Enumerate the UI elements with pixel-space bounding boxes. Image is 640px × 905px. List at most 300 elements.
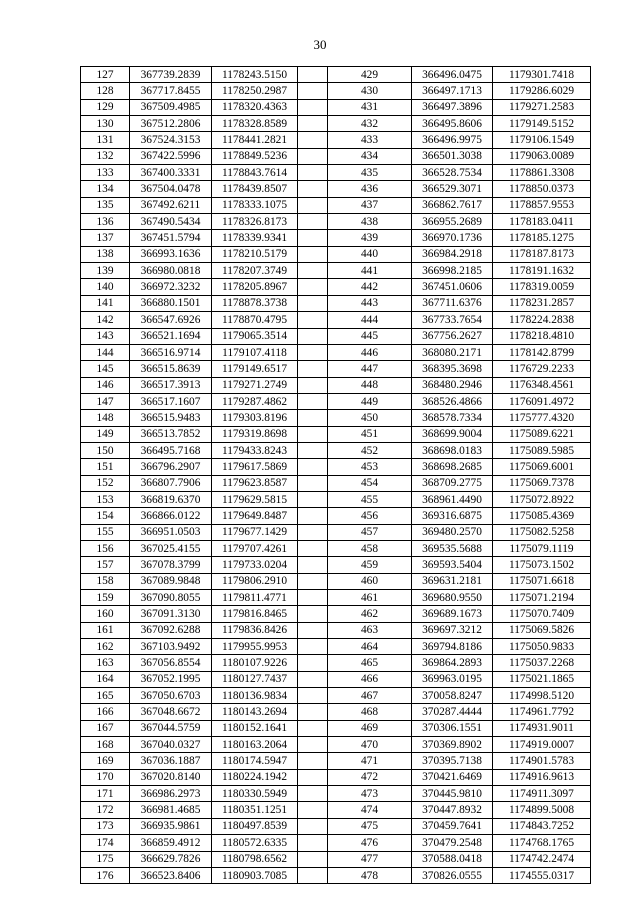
right-x-coordinate: 368526.4866 (412, 393, 493, 409)
right-y-coordinate: 1179149.5152 (493, 116, 591, 132)
table-row (81, 442, 591, 458)
table-row (81, 851, 591, 867)
table-row (81, 99, 591, 115)
right-point-number: 461 (328, 590, 412, 606)
spacer-cell (298, 67, 328, 83)
left-x-coordinate: 366980.0818 (130, 263, 212, 279)
right-y-coordinate: 1175071.6618 (493, 573, 591, 589)
spacer-cell (298, 622, 328, 638)
spacer-cell (298, 786, 328, 802)
left-point-number: 171 (81, 786, 130, 802)
table-row (81, 786, 591, 802)
right-point-number: 451 (328, 426, 412, 442)
left-x-coordinate: 366495.7168 (130, 442, 212, 458)
right-x-coordinate: 366495.8606 (412, 116, 493, 132)
right-y-coordinate: 1175777.4320 (493, 410, 591, 426)
spacer-cell (298, 442, 328, 458)
right-x-coordinate: 369680.9550 (412, 590, 493, 606)
right-point-number: 470 (328, 737, 412, 753)
left-y-coordinate: 1179149.6517 (212, 361, 298, 377)
right-y-coordinate: 1178850.0373 (493, 181, 591, 197)
table-row (81, 835, 591, 851)
left-x-coordinate: 366547.6926 (130, 312, 212, 328)
table-row (81, 704, 591, 720)
right-x-coordinate: 369535.5688 (412, 540, 493, 556)
right-y-coordinate: 1174742.2474 (493, 851, 591, 867)
table-row (81, 540, 591, 556)
left-point-number: 172 (81, 802, 130, 818)
left-point-number: 176 (81, 867, 130, 883)
right-point-number: 445 (328, 328, 412, 344)
page-number: 30 (313, 37, 327, 52)
right-point-number: 436 (328, 181, 412, 197)
spacer-cell (298, 720, 328, 736)
left-x-coordinate: 367044.5759 (130, 720, 212, 736)
right-y-coordinate: 1175069.5826 (493, 622, 591, 638)
right-x-coordinate: 366970.1736 (412, 230, 493, 246)
table-row (81, 165, 591, 181)
right-y-coordinate: 1175071.2194 (493, 590, 591, 606)
left-point-number: 134 (81, 181, 130, 197)
left-point-number: 173 (81, 818, 130, 834)
table-row (81, 508, 591, 524)
left-y-coordinate: 1180572.6335 (212, 835, 298, 851)
spacer-cell (298, 263, 328, 279)
right-x-coordinate: 368698.2685 (412, 459, 493, 475)
spacer-cell (298, 165, 328, 181)
left-x-coordinate: 366796.2907 (130, 459, 212, 475)
left-point-number: 170 (81, 769, 130, 785)
left-y-coordinate: 1180903.7085 (212, 867, 298, 883)
right-x-coordinate: 369480.2570 (412, 524, 493, 540)
right-point-number: 433 (328, 132, 412, 148)
spacer-cell (298, 475, 328, 491)
spacer-cell (298, 246, 328, 262)
right-point-number: 457 (328, 524, 412, 540)
left-y-coordinate: 1180163.2064 (212, 737, 298, 753)
right-x-coordinate: 366998.2185 (412, 263, 493, 279)
left-point-number: 144 (81, 344, 130, 360)
left-y-coordinate: 1179707.4261 (212, 540, 298, 556)
spacer-cell (298, 344, 328, 360)
left-point-number: 163 (81, 655, 130, 671)
left-point-number: 149 (81, 426, 130, 442)
left-point-number: 153 (81, 491, 130, 507)
table-row (81, 83, 591, 99)
left-point-number: 158 (81, 573, 130, 589)
left-point-number: 159 (81, 590, 130, 606)
right-x-coordinate: 367711.6376 (412, 295, 493, 311)
left-y-coordinate: 1179271.2749 (212, 377, 298, 393)
right-y-coordinate: 1175069.6001 (493, 459, 591, 475)
table-row (81, 181, 591, 197)
left-point-number: 131 (81, 132, 130, 148)
right-y-coordinate: 1178191.1632 (493, 263, 591, 279)
left-x-coordinate: 366807.7906 (130, 475, 212, 491)
left-x-coordinate: 367509.4985 (130, 99, 212, 115)
table-row (81, 867, 591, 883)
left-x-coordinate: 366819.6370 (130, 491, 212, 507)
spacer-cell (298, 835, 328, 851)
left-y-coordinate: 1179816.8465 (212, 606, 298, 622)
spacer-cell (298, 704, 328, 720)
right-y-coordinate: 1178861.3308 (493, 165, 591, 181)
left-y-coordinate: 1180224.1942 (212, 769, 298, 785)
left-point-number: 136 (81, 214, 130, 230)
left-y-coordinate: 1178843.7614 (212, 165, 298, 181)
left-point-number: 150 (81, 442, 130, 458)
right-y-coordinate: 1174916.9613 (493, 769, 591, 785)
spacer-cell (298, 148, 328, 164)
left-y-coordinate: 1178441.2821 (212, 132, 298, 148)
left-y-coordinate: 1178878.3738 (212, 295, 298, 311)
table-row (81, 753, 591, 769)
table-row (81, 295, 591, 311)
left-x-coordinate: 367089.9848 (130, 573, 212, 589)
left-y-coordinate: 1179065.3514 (212, 328, 298, 344)
left-x-coordinate: 367524.3153 (130, 132, 212, 148)
coordinates-table-body (81, 67, 591, 884)
right-point-number: 478 (328, 867, 412, 883)
left-x-coordinate: 366981.4685 (130, 802, 212, 818)
right-y-coordinate: 1175079.1119 (493, 540, 591, 556)
right-point-number: 435 (328, 165, 412, 181)
table-row (81, 818, 591, 834)
right-x-coordinate: 366984.2918 (412, 246, 493, 262)
left-y-coordinate: 1180143.2694 (212, 704, 298, 720)
left-point-number: 160 (81, 606, 130, 622)
table-row (81, 802, 591, 818)
right-point-number: 446 (328, 344, 412, 360)
spacer-cell (298, 867, 328, 883)
right-y-coordinate: 1178319.0059 (493, 279, 591, 295)
right-y-coordinate: 1179271.2583 (493, 99, 591, 115)
left-x-coordinate: 367040.0327 (130, 737, 212, 753)
right-y-coordinate: 1175050.9833 (493, 639, 591, 655)
left-x-coordinate: 366880.1501 (130, 295, 212, 311)
left-point-number: 162 (81, 639, 130, 655)
left-point-number: 151 (81, 459, 130, 475)
spacer-cell (298, 737, 328, 753)
table-row (81, 557, 591, 573)
left-point-number: 128 (81, 83, 130, 99)
spacer-cell (298, 361, 328, 377)
left-y-coordinate: 1178320.4363 (212, 99, 298, 115)
right-y-coordinate: 1175089.6221 (493, 426, 591, 442)
left-x-coordinate: 366866.0122 (130, 508, 212, 524)
left-y-coordinate: 1180136.9834 (212, 688, 298, 704)
table-row (81, 246, 591, 262)
right-point-number: 467 (328, 688, 412, 704)
right-point-number: 458 (328, 540, 412, 556)
spacer-cell (298, 524, 328, 540)
left-y-coordinate: 1178250.2987 (212, 83, 298, 99)
left-x-coordinate: 367422.5996 (130, 148, 212, 164)
left-y-coordinate: 1179811.4771 (212, 590, 298, 606)
left-point-number: 130 (81, 116, 130, 132)
spacer-cell (298, 377, 328, 393)
left-x-coordinate: 367400.3331 (130, 165, 212, 181)
right-y-coordinate: 1178187.8173 (493, 246, 591, 262)
table-row (81, 622, 591, 638)
table-row (81, 459, 591, 475)
right-x-coordinate: 367733.7654 (412, 312, 493, 328)
table-row (81, 426, 591, 442)
left-point-number: 141 (81, 295, 130, 311)
right-x-coordinate: 370306.1551 (412, 720, 493, 736)
table-row (81, 639, 591, 655)
spacer-cell (298, 328, 328, 344)
right-y-coordinate: 1178185.1275 (493, 230, 591, 246)
right-y-coordinate: 1175082.5258 (493, 524, 591, 540)
right-y-coordinate: 1176729.2233 (493, 361, 591, 377)
left-y-coordinate: 1178849.5236 (212, 148, 298, 164)
right-point-number: 448 (328, 377, 412, 393)
left-y-coordinate: 1179629.5815 (212, 491, 298, 507)
right-y-coordinate: 1174843.7252 (493, 818, 591, 834)
spacer-cell (298, 214, 328, 230)
right-point-number: 465 (328, 655, 412, 671)
right-x-coordinate: 369697.3212 (412, 622, 493, 638)
table-row (81, 377, 591, 393)
right-point-number: 455 (328, 491, 412, 507)
left-y-coordinate: 1178339.9341 (212, 230, 298, 246)
table-row (81, 148, 591, 164)
right-y-coordinate: 1174961.7792 (493, 704, 591, 720)
table-row (81, 410, 591, 426)
spacer-cell (298, 851, 328, 867)
right-point-number: 468 (328, 704, 412, 720)
spacer-cell (298, 802, 328, 818)
left-point-number: 155 (81, 524, 130, 540)
left-point-number: 152 (81, 475, 130, 491)
left-y-coordinate: 1179677.1429 (212, 524, 298, 540)
right-point-number: 444 (328, 312, 412, 328)
left-y-coordinate: 1179806.2910 (212, 573, 298, 589)
right-y-coordinate: 1178183.0411 (493, 214, 591, 230)
table-row (81, 230, 591, 246)
left-y-coordinate: 1178207.3749 (212, 263, 298, 279)
left-y-coordinate: 1180152.1641 (212, 720, 298, 736)
spacer-cell (298, 312, 328, 328)
right-x-coordinate: 369316.6875 (412, 508, 493, 524)
left-x-coordinate: 367090.8055 (130, 590, 212, 606)
right-point-number: 460 (328, 573, 412, 589)
left-y-coordinate: 1178328.8589 (212, 116, 298, 132)
left-point-number: 154 (81, 508, 130, 524)
right-x-coordinate: 367451.0606 (412, 279, 493, 295)
right-y-coordinate: 1174919.0007 (493, 737, 591, 753)
table-row (81, 491, 591, 507)
right-point-number: 452 (328, 442, 412, 458)
left-y-coordinate: 1178333.1075 (212, 197, 298, 213)
right-point-number: 472 (328, 769, 412, 785)
right-point-number: 474 (328, 802, 412, 818)
spacer-cell (298, 197, 328, 213)
left-x-coordinate: 367717.8455 (130, 83, 212, 99)
left-point-number: 139 (81, 263, 130, 279)
right-x-coordinate: 369631.2181 (412, 573, 493, 589)
right-y-coordinate: 1174555.0317 (493, 867, 591, 883)
table-row (81, 214, 591, 230)
table-row (81, 393, 591, 409)
left-x-coordinate: 367056.8554 (130, 655, 212, 671)
right-y-coordinate: 1175037.2268 (493, 655, 591, 671)
table-row (81, 573, 591, 589)
left-x-coordinate: 367020.8140 (130, 769, 212, 785)
right-y-coordinate: 1179286.6029 (493, 83, 591, 99)
left-y-coordinate: 1179319.8698 (212, 426, 298, 442)
left-point-number: 156 (81, 540, 130, 556)
right-y-coordinate: 1175069.7378 (493, 475, 591, 491)
right-point-number: 476 (328, 835, 412, 851)
left-x-coordinate: 367052.1995 (130, 671, 212, 687)
spacer-cell (298, 639, 328, 655)
right-x-coordinate: 366496.0475 (412, 67, 493, 83)
left-y-coordinate: 1179107.4118 (212, 344, 298, 360)
table-row (81, 67, 591, 83)
left-y-coordinate: 1180127.7437 (212, 671, 298, 687)
left-y-coordinate: 1179623.8587 (212, 475, 298, 491)
right-x-coordinate: 370395.7138 (412, 753, 493, 769)
spacer-cell (298, 655, 328, 671)
left-point-number: 166 (81, 704, 130, 720)
table-row (81, 132, 591, 148)
spacer-cell (298, 393, 328, 409)
left-y-coordinate: 1178870.4795 (212, 312, 298, 328)
left-x-coordinate: 367504.0478 (130, 181, 212, 197)
left-y-coordinate: 1178439.8507 (212, 181, 298, 197)
right-y-coordinate: 1175070.7409 (493, 606, 591, 622)
spacer-cell (298, 410, 328, 426)
right-x-coordinate: 370058.8247 (412, 688, 493, 704)
table-row (81, 361, 591, 377)
right-point-number: 464 (328, 639, 412, 655)
table-row (81, 671, 591, 687)
left-x-coordinate: 366521.1694 (130, 328, 212, 344)
left-y-coordinate: 1179303.8196 (212, 410, 298, 426)
spacer-cell (298, 688, 328, 704)
left-x-coordinate: 366516.9714 (130, 344, 212, 360)
right-x-coordinate: 366497.3896 (412, 99, 493, 115)
table-row (81, 116, 591, 132)
right-y-coordinate: 1178231.2857 (493, 295, 591, 311)
right-x-coordinate: 369864.2893 (412, 655, 493, 671)
right-point-number: 443 (328, 295, 412, 311)
left-point-number: 132 (81, 148, 130, 164)
right-y-coordinate: 1175073.1502 (493, 557, 591, 573)
table-row (81, 606, 591, 622)
right-x-coordinate: 366862.7617 (412, 197, 493, 213)
table-row (81, 344, 591, 360)
right-point-number: 471 (328, 753, 412, 769)
right-x-coordinate: 370369.8902 (412, 737, 493, 753)
table-row (81, 590, 591, 606)
table-row (81, 720, 591, 736)
spacer-cell (298, 557, 328, 573)
left-point-number: 167 (81, 720, 130, 736)
spacer-cell (298, 116, 328, 132)
left-x-coordinate: 367036.1887 (130, 753, 212, 769)
spacer-cell (298, 818, 328, 834)
left-point-number: 127 (81, 67, 130, 83)
left-x-coordinate: 366951.0503 (130, 524, 212, 540)
right-y-coordinate: 1174931.9011 (493, 720, 591, 736)
right-point-number: 462 (328, 606, 412, 622)
right-y-coordinate: 1178224.2838 (493, 312, 591, 328)
left-x-coordinate: 366515.9483 (130, 410, 212, 426)
spacer-cell (298, 540, 328, 556)
right-point-number: 431 (328, 99, 412, 115)
coordinates-table (80, 66, 591, 884)
left-point-number: 129 (81, 99, 130, 115)
left-y-coordinate: 1180497.8539 (212, 818, 298, 834)
left-y-coordinate: 1179733.0204 (212, 557, 298, 573)
spacer-cell (298, 99, 328, 115)
right-point-number: 430 (328, 83, 412, 99)
right-x-coordinate: 370479.2548 (412, 835, 493, 851)
right-x-coordinate: 369689.1673 (412, 606, 493, 622)
left-y-coordinate: 1180351.1251 (212, 802, 298, 818)
right-y-coordinate: 1178218.4810 (493, 328, 591, 344)
left-x-coordinate: 366629.7826 (130, 851, 212, 867)
left-point-number: 161 (81, 622, 130, 638)
left-x-coordinate: 366517.1607 (130, 393, 212, 409)
right-point-number: 473 (328, 786, 412, 802)
right-point-number: 429 (328, 67, 412, 83)
spacer-cell (298, 426, 328, 442)
spacer-cell (298, 132, 328, 148)
left-y-coordinate: 1180107.9226 (212, 655, 298, 671)
left-x-coordinate: 367091.3130 (130, 606, 212, 622)
left-x-coordinate: 367078.3799 (130, 557, 212, 573)
spacer-cell (298, 295, 328, 311)
left-x-coordinate: 367092.6288 (130, 622, 212, 638)
right-x-coordinate: 370588.0418 (412, 851, 493, 867)
left-y-coordinate: 1180174.5947 (212, 753, 298, 769)
right-point-number: 454 (328, 475, 412, 491)
right-point-number: 459 (328, 557, 412, 573)
table-row (81, 524, 591, 540)
right-point-number: 469 (328, 720, 412, 736)
left-point-number: 174 (81, 835, 130, 851)
right-y-coordinate: 1174899.5008 (493, 802, 591, 818)
left-x-coordinate: 367492.6211 (130, 197, 212, 213)
left-x-coordinate: 367739.2839 (130, 67, 212, 83)
left-point-number: 143 (81, 328, 130, 344)
left-point-number: 165 (81, 688, 130, 704)
right-y-coordinate: 1178857.9553 (493, 197, 591, 213)
right-y-coordinate: 1179063.0089 (493, 148, 591, 164)
spacer-cell (298, 181, 328, 197)
left-point-number: 145 (81, 361, 130, 377)
right-y-coordinate: 1176348.4561 (493, 377, 591, 393)
spacer-cell (298, 230, 328, 246)
table-row (81, 475, 591, 491)
right-y-coordinate: 1175089.5985 (493, 442, 591, 458)
right-x-coordinate: 366496.9975 (412, 132, 493, 148)
right-x-coordinate: 366497.1713 (412, 83, 493, 99)
left-y-coordinate: 1180330.5949 (212, 786, 298, 802)
right-y-coordinate: 1174901.5783 (493, 753, 591, 769)
left-point-number: 169 (81, 753, 130, 769)
right-point-number: 434 (328, 148, 412, 164)
right-x-coordinate: 370826.0555 (412, 867, 493, 883)
right-y-coordinate: 1175072.8922 (493, 491, 591, 507)
right-x-coordinate: 368480.2946 (412, 377, 493, 393)
left-point-number: 148 (81, 410, 130, 426)
left-y-coordinate: 1179836.8426 (212, 622, 298, 638)
